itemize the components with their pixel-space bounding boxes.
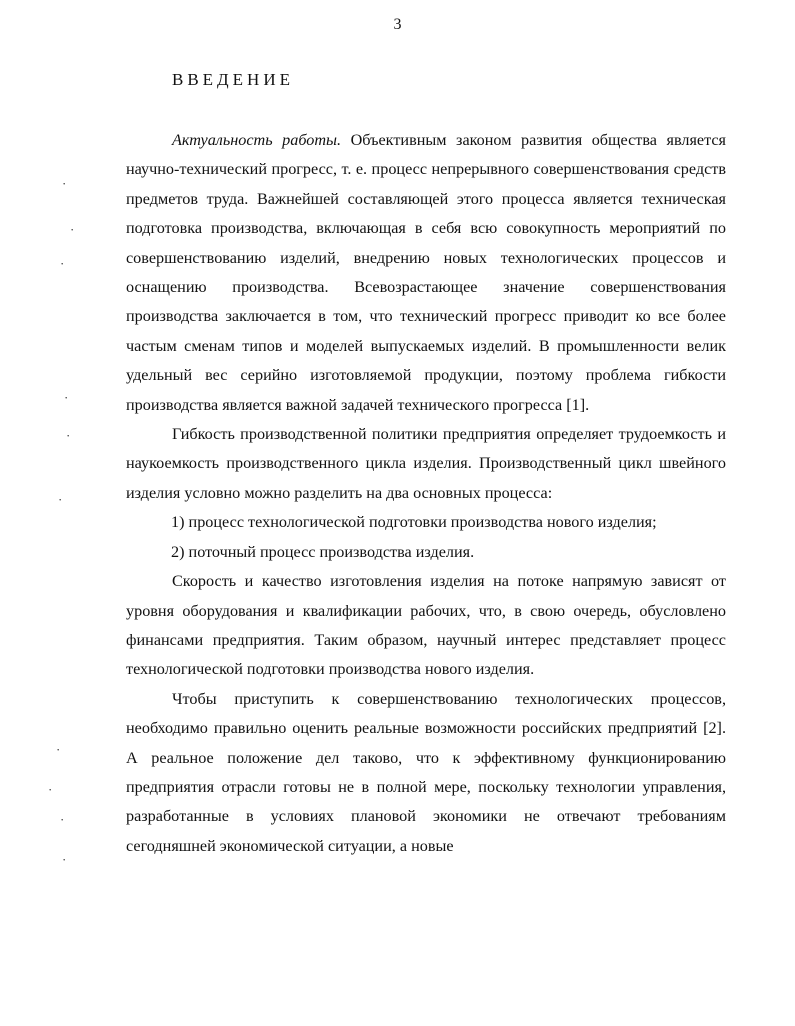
page-number: 3 bbox=[393, 16, 402, 33]
paragraph-lead: Актуальность работы. bbox=[172, 131, 342, 149]
paragraph-improvement: Чтобы приступить к совершенствованию технологических процессов, необходимо правильно оценить реальные возможности российских предприятий [2]. А реальное положение дел таково, что к эффективному функционированию предприятия отрасли готовы не в полной мере, поскольку технологии управления, разработанные в условиях плановой экономики не отвечают требованиям сегодняшней экономической ситуации, а новые bbox=[126, 689, 726, 855]
scan-speck-icon: · bbox=[64, 390, 69, 405]
scan-artifacts bbox=[40, 170, 100, 870]
paragraph-speed-quality: Скорость и качество изготовления изделия на потоке напрямую зависят от уровня оборудования и квалификации рабочих, что, в свою очередь, обусловлено финансами предприятия. Таким образом, научный интерес представляет процесс технологической подготовки производства нового изделия. bbox=[126, 572, 726, 679]
paragraph-relevance bbox=[126, 126, 726, 420]
body-text bbox=[126, 126, 726, 861]
scan-speck-icon: · bbox=[62, 852, 67, 867]
section-heading: ВВЕДЕНИЕ bbox=[172, 70, 294, 89]
scan-speck-icon: · bbox=[62, 176, 67, 191]
paragraph-body: Объективным законом развития общества является научно-технический прогресс, т. е. процесс непрерывного совершенствования средств предметов труда. Важнейшей составляющей этого процесса является техническая подготовка производства, включающая в себя всю совокупность мероприятий по совершенствованию изделий, внедрению новых технологических процессов и оснащению производства. Всевозрастающее значение совершенствования производства заключается в том, что технический прогресс приводит ко все более частым сменам типов и моделей выпускаемых изделий. В промышленности велик удельный вес серийно изготовляемой продукции, поэтому проблема гибкости производства является важной задачей технического прогресса [1]. bbox=[126, 131, 726, 414]
scan-speck-icon: · bbox=[60, 256, 65, 271]
scan-speck-icon: · bbox=[66, 428, 71, 443]
scan-speck-icon: · bbox=[58, 492, 63, 507]
list-item: 1) процесс технологической подготовки производства нового изделия; bbox=[171, 513, 657, 532]
paragraph-flexibility: Гибкость производственной политики предприятия определяет трудоемкость и наукоемкость производственного цикла изделия. Производственный цикл швейного изделия условно можно разделить на два основных процесса: bbox=[126, 425, 726, 502]
scan-speck-icon: · bbox=[56, 742, 61, 757]
scan-speck-icon: · bbox=[60, 812, 65, 827]
scan-speck-icon: · bbox=[48, 782, 53, 797]
scan-speck-icon: · bbox=[70, 222, 75, 237]
list-item: 2) поточный процесс производства изделия. bbox=[171, 542, 475, 561]
